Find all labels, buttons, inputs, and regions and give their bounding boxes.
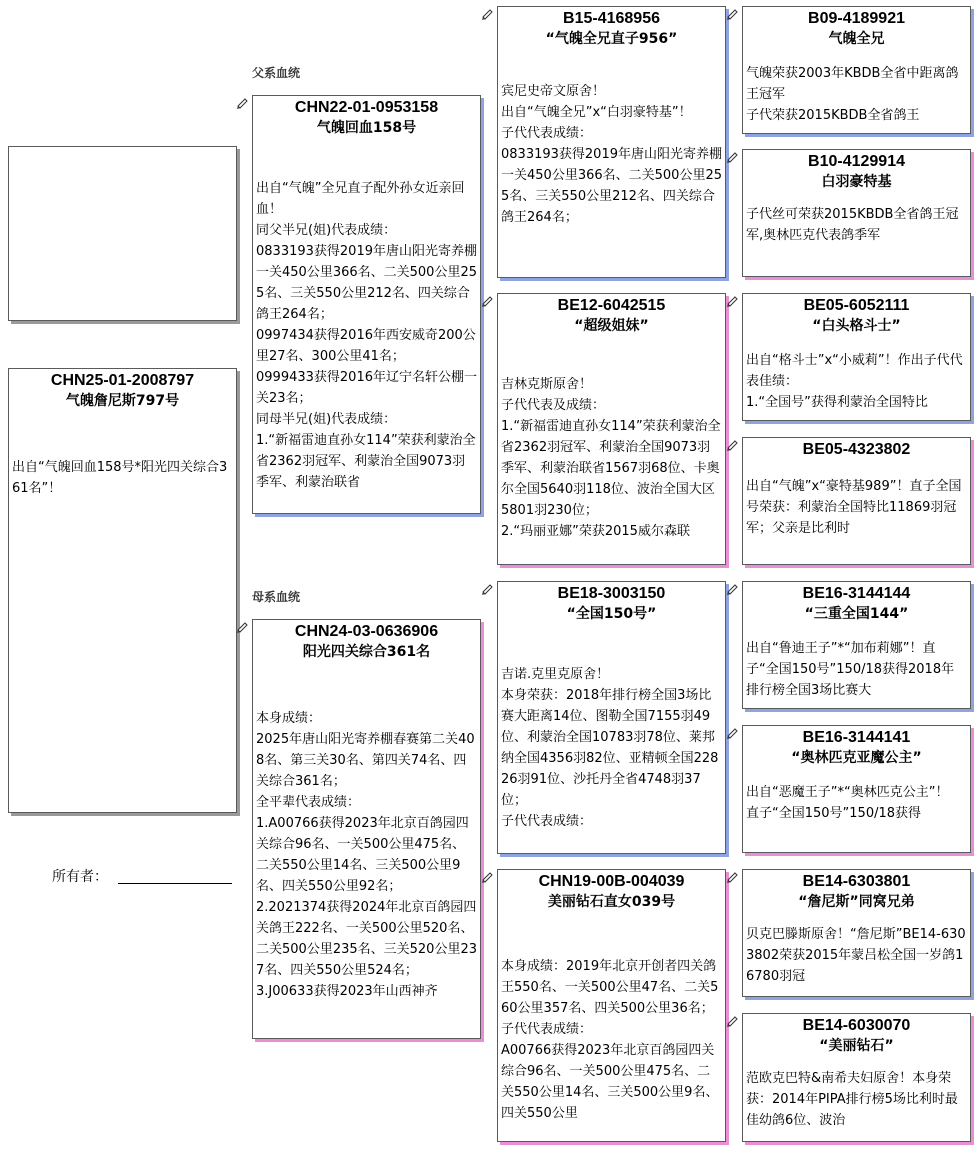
edit-icon[interactable] xyxy=(726,7,740,21)
edit-icon[interactable] xyxy=(481,870,495,884)
dam-card[interactable] xyxy=(252,619,481,1039)
pigeon-name: “全国150号” xyxy=(566,606,657,622)
sire-dam-sire-card[interactable] xyxy=(742,293,971,421)
pigeon-name: “三重全国144” xyxy=(804,606,909,622)
pigeon-name: 白羽豪特基 xyxy=(821,174,892,190)
subject-card[interactable] xyxy=(8,368,237,813)
edit-icon[interactable] xyxy=(481,7,495,21)
photo-placeholder[interactable] xyxy=(8,146,237,321)
ring-number: BE05-6052111 xyxy=(803,297,910,314)
edit-icon[interactable] xyxy=(236,96,250,110)
ring-number: BE16-3144141 xyxy=(802,729,911,746)
edit-icon[interactable] xyxy=(726,294,740,308)
pigeon-name: “超级姐妹” xyxy=(574,318,649,334)
pigeon-name: “美丽钻石” xyxy=(819,1038,894,1054)
edit-icon[interactable] xyxy=(726,1014,740,1028)
dam-dam-dam-card[interactable] xyxy=(742,1013,971,1142)
ring-number: B09-4189921 xyxy=(808,10,905,27)
dam-dam-sire-card[interactable] xyxy=(742,869,971,997)
pigeon-notes: 贝克巴滕斯原舍！“詹尼斯”BE14-6303802荣获2015年蒙吕松全国一岁鸽16780羽冠 xyxy=(746,927,966,984)
pigeon-notes: 本身成绩：2019年北京开创者四关鸽王550名、一关500公里47名、二关560公里357名、四关500公里36名； 子代代表成绩： A00766获得2023年北京百鸽园四关综合96名、一关500公里475名、二关550公里14名、三关500公里9名、四关550公里 xyxy=(501,959,719,1121)
pigeon-notes: 范欧克巴特&南希夫妇原舍！本身荣获：2014年PIPA排行榜5场比利时最佳幼鸽6位、波治 xyxy=(746,1071,958,1128)
ring-number: CHN22-01-0953158 xyxy=(294,99,439,116)
pigeon-name: 气魄回血158号 xyxy=(316,120,417,136)
ring-number: BE12-6042515 xyxy=(557,297,666,314)
pigeon-notes: 出自“气魄回血158号*阳光四关综合361名”！ xyxy=(12,460,228,496)
pigeon-name: 气魄詹尼斯797号 xyxy=(65,393,180,409)
ring-number: B15-4168956 xyxy=(563,10,660,27)
pigeon-name: “詹尼斯”同窝兄弟 xyxy=(798,894,915,910)
pigeon-notes: 出自“鲁迪王子”*“加布莉娜”！直子“全国150号”150/18获得2018年排行榜全国3场比赛大 xyxy=(746,641,955,698)
edit-icon[interactable] xyxy=(726,438,740,452)
sire-dam-card[interactable] xyxy=(497,293,726,565)
dam-dam-card[interactable] xyxy=(497,869,726,1142)
edit-icon[interactable] xyxy=(726,150,740,164)
pigeon-notes: 出自“气魄”x“豪特基989”！直子全国号荣获：利蒙治全国特比11869羽冠军；父亲是比利时 xyxy=(746,479,962,536)
pigeon-notes: 出自“恶魔王子”*“奥林匹克公主”！ 直子“全国150号”150/18获得 xyxy=(746,785,949,821)
dam-sire-sire-card[interactable] xyxy=(742,581,971,709)
sire-sire-dam-card[interactable] xyxy=(742,149,971,277)
edit-icon[interactable] xyxy=(726,870,740,884)
ring-number: CHN24-03-0636906 xyxy=(294,623,439,640)
sire-card[interactable] xyxy=(252,95,481,514)
pigeon-notes: 宾尼史帝文原舍！ 出自“气魄全兄”x“白羽豪特基”！ 子代代表成绩： 0833193获得2019年唐山阳光寄养棚一关450公里366名、二关500公里255名、三关550公里212名、四关综合鸽王264名； xyxy=(501,84,722,225)
pigeon-name: 气魄全兄 xyxy=(828,31,885,47)
pigeon-name: “气魄全兄直子956” xyxy=(545,31,678,47)
sire-section-label: 父系血统 xyxy=(252,66,301,80)
pigeon-name: 阳光四关综合361名 xyxy=(302,644,431,660)
sire-sire-sire-card[interactable] xyxy=(742,6,971,134)
dam-sire-card[interactable] xyxy=(497,581,726,854)
ring-number: BE16-3144144 xyxy=(802,585,911,602)
owner-field[interactable] xyxy=(118,883,232,884)
pigeon-notes: 出自“格斗士”x“小威莉”！作出子代代表佳绩： 1.“全国号”获得利蒙治全国特比 xyxy=(746,353,963,410)
ring-number: BE18-3003150 xyxy=(557,585,666,602)
edit-icon[interactable] xyxy=(236,620,250,634)
edit-icon[interactable] xyxy=(726,726,740,740)
pigeon-notes: 本身成绩： 2025年唐山阳光寄养棚春赛第二关408名、第三关30名、第四关74名、四关综合361名； 全平辈代表成绩： 1.A00766获得2023年北京百鸽园四关综合96名、一关500公里475名、二关550公里14名、三关500公里9名、四关550公里92名； 2.2021374获得2024年北京百鸽园四关鸽王222名、一关500公里520名、二关500公里235名、三关520公里237名、四关550公里524名； 3.J00633获得2023年山西神齐 xyxy=(256,711,477,999)
ring-number: CHN25-01-2008797 xyxy=(50,372,195,389)
pigeon-name: “白头格斗士” xyxy=(812,318,901,334)
pigeon-notes: 吉诺.克里克原舍！ 本身荣获：2018年排行榜全国3场比赛大距离14位、图勒全国7155羽49位、利蒙治全国10783羽78位、莱邦纳全国4356羽82位、亚精顿全国22826羽91位、沙托丹全省4748羽37位； 子代代表成绩： xyxy=(501,667,719,829)
dam-sire-dam-card[interactable] xyxy=(742,725,971,853)
pigeon-name: “奥林匹克亚魔公主” xyxy=(791,750,922,766)
edit-icon[interactable] xyxy=(481,582,495,596)
pigeon-name: 美丽钻石直女039号 xyxy=(547,894,676,910)
pigeon-notes: 气魄荣获2003年KBDB全省中距离鸽王冠军 子代荣获2015KBDB全省鸽王 xyxy=(746,66,959,123)
dam-section-label: 母系血统 xyxy=(252,590,301,604)
pigeon-notes: 吉林克斯原舍！ 子代代表及成绩： 1.“新福雷迪直孙女114”荣获利蒙治全省2362羽冠军、利蒙治全国9073羽季军、利蒙治联省1567羽68位、卡奥尔全国5640羽118位、波治全国大区5801羽230位； 2.“玛丽亚娜”荣获2015威尔森联 xyxy=(501,377,721,539)
sire-dam-dam-card[interactable] xyxy=(742,437,971,565)
ring-number: BE14-6030070 xyxy=(802,1017,911,1034)
edit-icon[interactable] xyxy=(726,582,740,596)
edit-icon[interactable] xyxy=(481,294,495,308)
ring-number: CHN19-00B-004039 xyxy=(538,873,685,890)
ring-number: BE05-4323802 xyxy=(802,441,911,458)
pigeon-notes: 出自“气魄”全兄直子配外孙女近亲回血！ 同父半兄(姐)代表成绩： 0833193获得2019年唐山阳光寄养棚一关450公里366名、二关500公里255名、三关550公里212名、四关综合鸽王264名； 0997434获得2016年西安威奇200公里27名、300公里41名； 0999433获得2016年辽宁名轩公棚一关23名； 同母半兄(姐)代表成绩： 1.“新福雷迪直孙女114”荣获利蒙治全省2362羽冠军、利蒙治全国9073羽季军、利蒙治联省 xyxy=(256,181,477,490)
ring-number: BE14-6303801 xyxy=(802,873,911,890)
sire-sire-card[interactable] xyxy=(497,6,726,278)
pigeon-notes: 子代丝可荣获2015KBDB全省鸽王冠军,奥林匹克代表鸽季军 xyxy=(746,207,959,243)
ring-number: B10-4129914 xyxy=(808,153,905,170)
owner-label: 所有者： xyxy=(52,869,108,885)
